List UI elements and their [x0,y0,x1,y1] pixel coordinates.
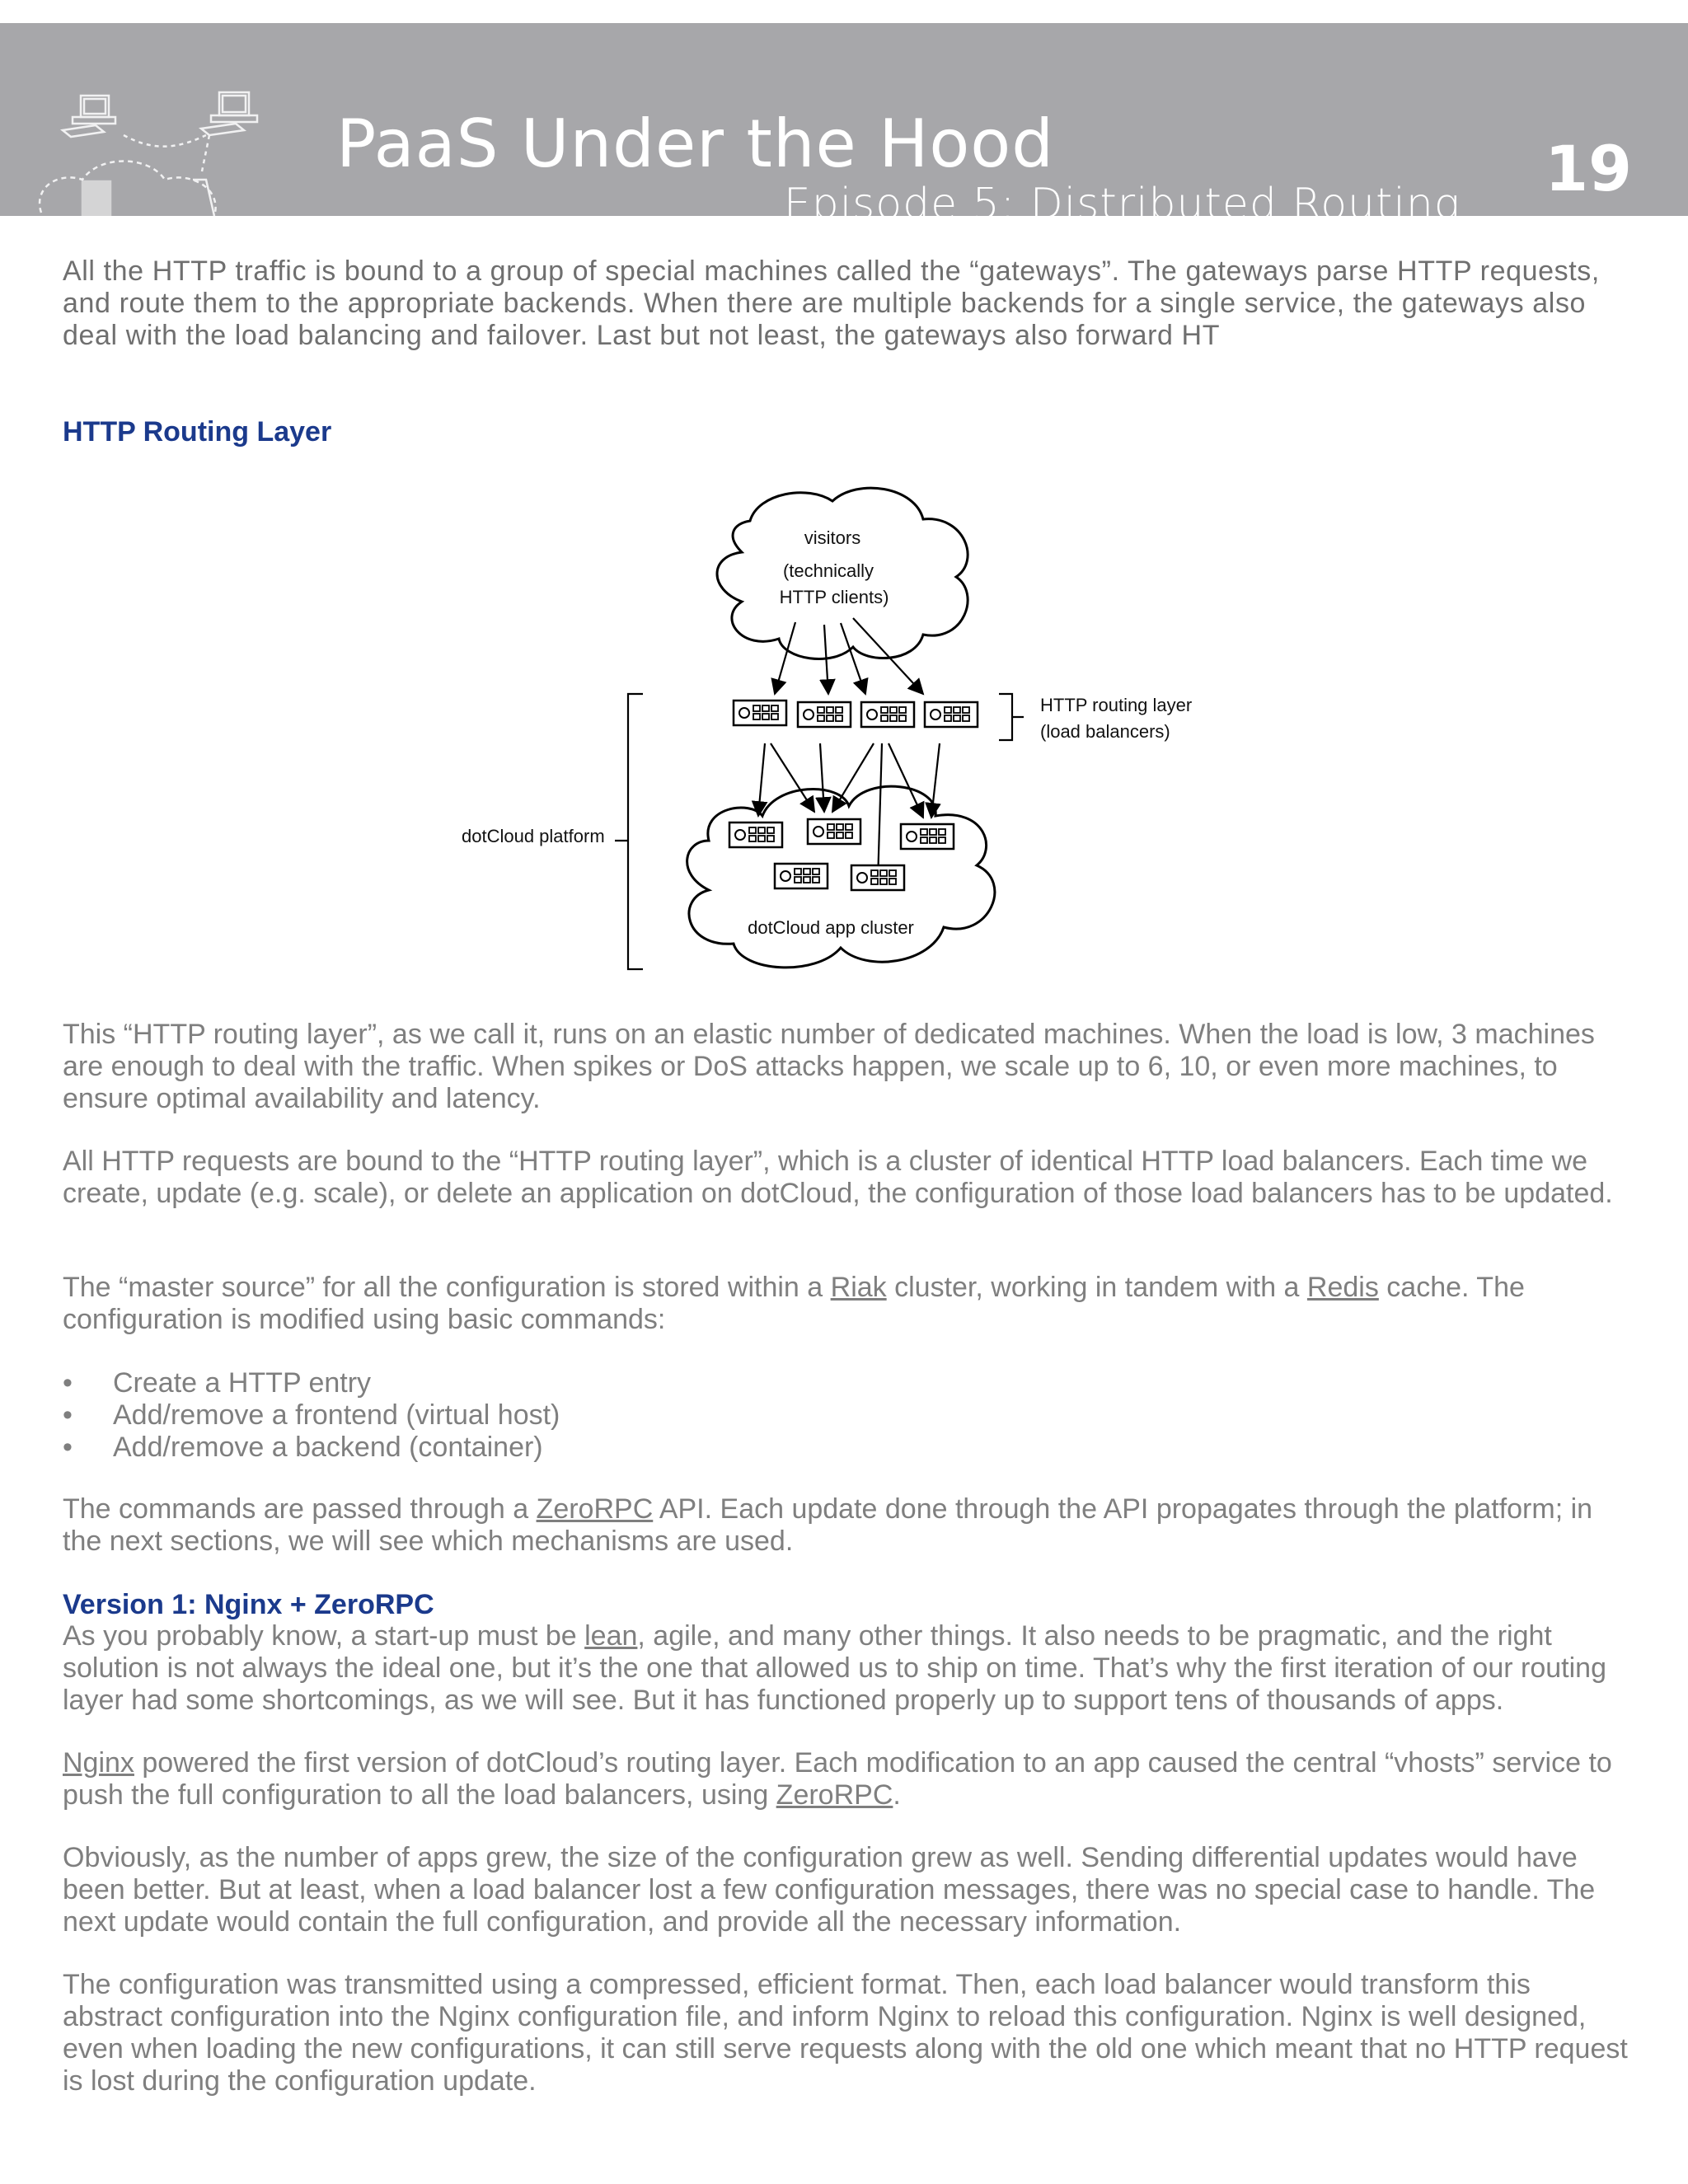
text-segment: As you probably know, a start-up must be [63,1620,585,1652]
routing-layer-label: HTTP routing layer [1040,695,1193,715]
app-server-icon [808,819,860,844]
zerorpc-link[interactable]: ZeroRPC [536,1493,654,1525]
list-item: • Add/remove a frontend (virtual host) [63,1399,560,1432]
list-item: • Create a HTTP entry [63,1367,560,1399]
paragraph-nginx [63,1747,1629,1811]
section-heading-routing-layer: HTTP Routing Layer [63,416,332,448]
text-segment: powered the first version of dotCloud’s routing layer. Each modification to an app caused the central “vhosts” service to push the full configuration to all the load balancers, using [63,1747,1612,1811]
paragraph-config-format: The configuration was transmitted using a compressed, efficient format. Then, each load balancer would transform this abstract configuration into the Nginx configuration file, and inform Nginx to reload this configuration. Nginx is well designed, even when loading the new configurations, it can still serve requests along with the old one which meant that no HTTP request is lost during the configuration update. [63,1969,1628,2097]
paragraph-startup [63,1620,1629,1717]
load-balancer-server-icon [861,702,914,727]
text-segment: , agile, and many other things. It also needs to be pragmatic, and the right solution is not always the ideal one, but it’s the one that allowed us to ship on time. That’s why the first iteration of our routing layer had some shortcomings, as we will see. But it has functioned properly up to support tens of thousands of apps. [63,1620,1606,1716]
routing-layer-sublabel: (load balancers) [1040,721,1170,742]
paragraph-commands [63,1493,1629,1558]
text-segment: . [893,1779,901,1811]
text-segment: cluster, working in tandem with a [886,1272,1307,1303]
app-server-icon [851,865,904,890]
load-balancer-server-icon [734,701,786,725]
load-balancer-server-icon [925,702,978,727]
paragraph-master-source [63,1272,1629,1336]
lean-link[interactable]: lean [584,1620,638,1652]
visitors-label-technically: (technically [782,560,874,581]
paragraph-routing-layer: This “HTTP routing layer”, as we call it, runs on an elastic number of dedicated machines. When the load is low, 3 machines are enough to deal with the traffic. When spikes or DoS attacks happen, we scale up to 6, 10, or even more machines, to ensure optimal availability and latency. [63,1019,1595,1114]
page-title: PaaS Under the Hood [336,105,1055,182]
app-server-icon [775,864,828,888]
paragraph-config-size: Obviously, as the number of apps grew, the size of the configuration grew as well. Sending differential updates would have been better. But at least, when a load balancer lost a few configuration messages, there was no special case to handle. The next update would contain the full configuration, and provide all the necessary information. [63,1842,1596,1938]
section-heading-version-1: Version 1: Nginx + ZeroRPC [63,1589,434,1620]
routing-diagram [437,478,1253,989]
zerorpc-link[interactable]: ZeroRPC [776,1779,893,1811]
text-segment: The “master source” for all the configuration is stored within a [63,1272,831,1303]
paragraph-http-requests: All HTTP requests are bound to the “HTTP routing layer”, which is a cluster of identical HTTP load balancers. Each time we create, update (e.g. scale), or delete an application on dotCloud, the configuration of those load balancers has to be updated. [63,1146,1613,1209]
app-server-icon [729,823,782,847]
app-cluster-cloud-icon [687,786,995,968]
text-segment: cache. The configuration is modified using basic commands: [63,1272,1525,1335]
visitors-label: visitors [804,527,861,548]
app-cluster-label: dotCloud app cluster [748,917,914,938]
commands-list [63,1367,560,1464]
visitors-label-clients: HTTP clients) [779,587,889,607]
network-computers-icon [33,56,297,216]
page-subtitle: Episode 5: Distributed Routing [783,180,1461,229]
riak-link[interactable]: Riak [830,1272,887,1303]
nginx-link[interactable]: Nginx [63,1747,134,1779]
platform-label: dotCloud platform [462,826,605,846]
text-segment: API. Each update done through the API propagates through the platform; in the next sections, we will see which mechanisms are used. [63,1493,1593,1557]
text-segment: The commands are passed through a [63,1493,537,1525]
load-balancer-server-icon [798,702,851,727]
list-item: • Add/remove a backend (container) [63,1432,560,1464]
intro-paragraph: All the HTTP traffic is bound to a group of special machines called the “gateways”. The gateways parse HTTP requests, and route them to the appropriate backends. When there are multiple backends for a single service, the gateways also deal with the load balancing and failover. Last but not least, the gateways also forward HT [63,255,1600,351]
page-number: 19 [1545,132,1632,205]
app-server-icon [901,824,954,849]
redis-link[interactable]: Redis [1306,1272,1379,1303]
page-header [0,23,1688,229]
